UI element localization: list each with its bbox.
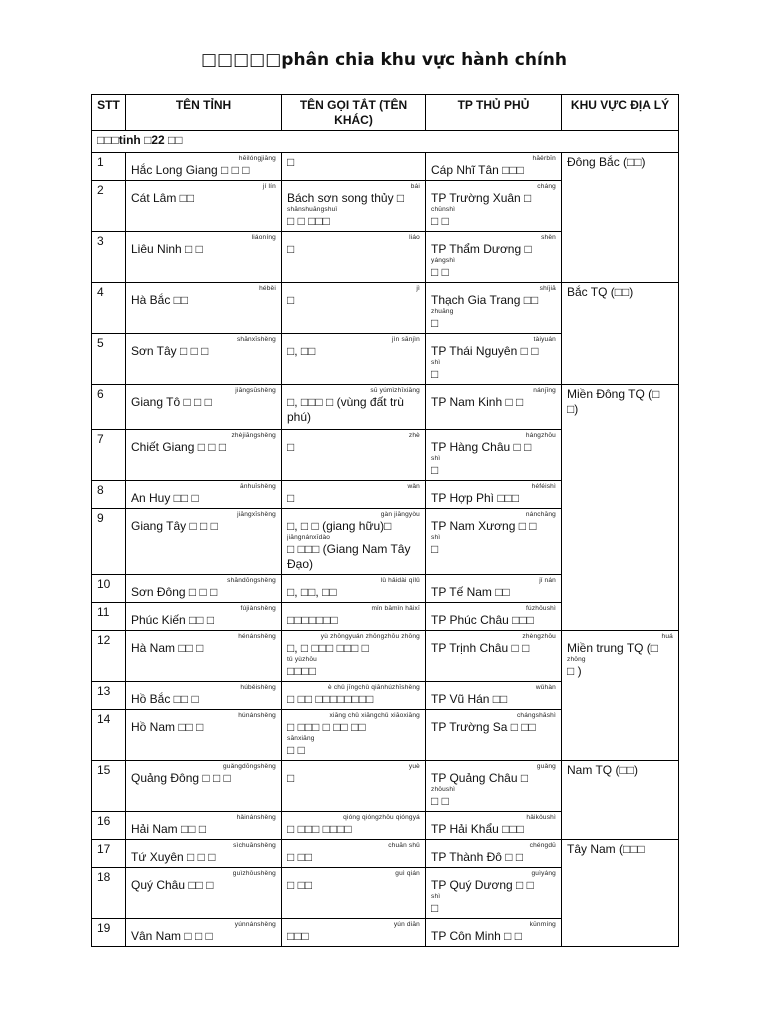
short-name-cell: [282, 603, 426, 631]
capital-city-pinyin-2: zhuāng: [431, 308, 454, 315]
row-number: 18: [92, 868, 126, 919]
region-pinyin-2: zhōng: [567, 656, 586, 663]
short-name-pinyin: mǐn bāmǐn hǎixī: [371, 605, 420, 612]
short-name-pinyin-2: sānxiāng: [287, 735, 315, 742]
short-name-cell: [282, 153, 426, 181]
capital-city-cell: [426, 761, 562, 812]
province-name-pinyin: zhèjiāngshěng: [231, 432, 276, 439]
short-name-cell: [282, 509, 426, 575]
province-name-cell: [126, 682, 282, 710]
province-name-cell: [126, 334, 282, 385]
province-name-pinyin: guǎngdōngshěng: [222, 763, 276, 770]
capital-city-cell: [426, 812, 562, 840]
capital-city-text: TP Nam Kinh □ □: [431, 395, 524, 409]
capital-city-cell: [426, 430, 562, 481]
capital-city-cell: [426, 283, 562, 334]
capital-city-pinyin: shěn: [541, 234, 556, 241]
capital-city-pinyin: chéngdū: [529, 842, 556, 849]
header-region: KHU VỰC ĐỊA LÝ: [562, 95, 679, 131]
capital-city-text: TP Hải Khẩu □□□: [431, 822, 524, 836]
capital-city-text-2: □: [431, 463, 439, 477]
province-name-cell: [126, 575, 282, 603]
region-text: Đông Bắc (□□): [567, 155, 646, 169]
row-number: 13: [92, 682, 126, 710]
capital-city-cell: [426, 682, 562, 710]
row-number: 8: [92, 481, 126, 509]
capital-city-cell: [426, 919, 562, 947]
region-cell: [562, 283, 679, 385]
province-name-pinyin: húběishěng: [240, 684, 276, 691]
short-name-cell: [282, 761, 426, 812]
capital-city-pinyin: chángshāshì: [516, 712, 556, 719]
header-stt: STT: [92, 95, 126, 131]
province-name-pinyin: guìzhōushěng: [232, 870, 276, 877]
province-table: [91, 94, 679, 947]
capital-city-pinyin: guìyáng: [531, 870, 556, 877]
capital-city-text: TP Quảng Châu □: [431, 771, 529, 785]
province-name-cell: [126, 840, 282, 868]
short-name-pinyin: lǔ hǎidài qílǔ: [380, 577, 420, 584]
short-name-cell: [282, 868, 426, 919]
short-name-text: □ □□□ □ □□ □□: [287, 720, 366, 734]
short-name-pinyin: bái: [410, 183, 420, 190]
short-name-cell: [282, 682, 426, 710]
row-number: 7: [92, 430, 126, 481]
province-name-text: Chiết Giang □ □ □: [131, 440, 227, 454]
row-number: 4: [92, 283, 126, 334]
row-number: 17: [92, 840, 126, 868]
region-text: Nam TQ (□□): [567, 763, 638, 777]
short-name-text: □, □□, □□: [287, 585, 337, 599]
short-name-pinyin: chuān shǔ: [388, 842, 420, 849]
capital-city-text: TP Thái Nguyên □ □: [431, 344, 539, 358]
province-name-cell: [126, 181, 282, 232]
capital-city-pinyin: guǎng: [536, 763, 556, 770]
short-name-text: □: [287, 771, 295, 785]
short-name-cell: [282, 334, 426, 385]
capital-city-pinyin: cháng: [537, 183, 556, 190]
page-title: □□□□□phân chia khu vực hành chính: [201, 50, 567, 70]
row-number: 1: [92, 153, 126, 181]
capital-city-cell: [426, 840, 562, 868]
province-name-text: Hà Nam □□ □: [131, 641, 204, 655]
short-name-text: □, □□□ □ (vùng đất trù phú): [287, 395, 404, 424]
region-pinyin: huá: [661, 633, 673, 640]
province-name-pinyin: liáoníng: [251, 234, 276, 241]
capital-city-pinyin-2: zhōushì: [431, 786, 456, 793]
province-name-cell: [126, 153, 282, 181]
province-name-text: Liêu Ninh □ □: [131, 242, 203, 256]
capital-city-pinyin: zhèngzhōu: [522, 633, 556, 640]
province-name-pinyin: sìchuānshěng: [233, 842, 276, 849]
short-name-text: □ □□□ □□□□: [287, 822, 352, 836]
capital-city-pinyin-2: shì: [431, 893, 441, 900]
capital-city-pinyin: kūnmíng: [529, 921, 556, 928]
table-row: [92, 761, 679, 812]
short-name-cell: [282, 710, 426, 761]
capital-city-cell: [426, 481, 562, 509]
short-name-pinyin: jìn sānjìn: [391, 336, 420, 343]
capital-city-text: Thạch Gia Trang □□: [431, 293, 539, 307]
province-name-cell: [126, 481, 282, 509]
row-number: 15: [92, 761, 126, 812]
short-name-cell: [282, 181, 426, 232]
short-name-text: □□□: [287, 929, 309, 943]
row-number: 5: [92, 334, 126, 385]
capital-city-cell: [426, 153, 562, 181]
province-name-cell: [126, 283, 282, 334]
province-name-text: Phúc Kiến □□ □: [131, 613, 215, 627]
short-name-text: □: [287, 440, 295, 454]
short-name-pinyin: liáo: [409, 234, 420, 241]
group-row: [92, 131, 679, 153]
short-name-pinyin: gàn jiāngyòu: [380, 511, 420, 518]
capital-city-cell: [426, 603, 562, 631]
capital-city-pinyin-2: chūnshì: [431, 206, 456, 213]
short-name-pinyin-2: tǔ yùzhōu: [287, 656, 317, 663]
province-name-text: Giang Tây □ □ □: [131, 519, 218, 533]
row-number: 6: [92, 385, 126, 430]
capital-city-cell: [426, 710, 562, 761]
row-number: 3: [92, 232, 126, 283]
province-name-cell: [126, 631, 282, 682]
capital-city-cell: [426, 181, 562, 232]
capital-city-pinyin: héféishì: [531, 483, 556, 490]
capital-city-text: TP Côn Minh □ □: [431, 929, 522, 943]
table-row: [92, 840, 679, 868]
capital-city-text: TP Nam Xương □ □: [431, 519, 537, 533]
province-name-text: Tứ Xuyên □ □ □: [131, 850, 216, 864]
capital-city-pinyin-2: shì: [431, 534, 441, 541]
province-name-pinyin: hēilóngjiāng: [238, 155, 276, 162]
capital-city-text-2: □: [431, 316, 439, 330]
capital-city-pinyin: hǎikǒushì: [526, 814, 556, 821]
row-number: 19: [92, 919, 126, 947]
short-name-text: □: [287, 155, 295, 169]
capital-city-text: TP Thẩm Dương □: [431, 242, 532, 256]
province-name-text: Vân Nam □ □ □: [131, 929, 213, 943]
group-label: □□□tinh □22 □□: [92, 131, 679, 153]
short-name-pinyin: xiāng chǔ xiāngchǔ xiāoxiāng: [329, 712, 420, 719]
short-name-pinyin: yún diān: [393, 921, 420, 928]
capital-city-pinyin: nánjīng: [533, 387, 556, 394]
province-name-text: Quảng Đông □ □ □: [131, 771, 231, 785]
province-name-text: Sơn Tây □ □ □: [131, 344, 209, 358]
province-name-pinyin: yúnnánshěng: [234, 921, 276, 928]
row-number: 2: [92, 181, 126, 232]
capital-city-text-2: □: [431, 901, 439, 915]
short-name-pinyin: è chǔ jīngchǔ qiānhúzhīshěng: [328, 684, 420, 691]
short-name-text: □: [287, 242, 295, 256]
capital-city-text: TP Tế Nam □□: [431, 585, 510, 599]
header-province: TÊN TỈNH: [126, 95, 282, 131]
region-text: Bắc TQ (□□): [567, 285, 634, 299]
capital-city-cell: [426, 385, 562, 430]
short-name-text-2: □ □□□ (Giang Nam Tây Đạo): [287, 542, 411, 571]
short-name-cell: [282, 631, 426, 682]
capital-city-pinyin: hāěrbīn: [532, 155, 556, 162]
capital-city-text: TP Trường Xuân □: [431, 191, 532, 205]
short-name-text: □, □ □ (giang hữu)□: [287, 519, 392, 533]
capital-city-pinyin: wǔhàn: [535, 684, 556, 691]
capital-city-text-2: □ □: [431, 794, 449, 808]
capital-city-text: TP Quý Dương □ □: [431, 878, 534, 892]
short-name-text-2: □ □ □□□: [287, 214, 330, 228]
short-name-text: □, □□: [287, 344, 316, 358]
province-name-pinyin: jiāngxīshěng: [237, 511, 276, 518]
province-name-text: Quý Châu □□ □: [131, 878, 214, 892]
capital-city-pinyin: fúzhōushì: [526, 605, 556, 612]
province-name-text: Hồ Bắc □□ □: [131, 692, 199, 706]
capital-city-text: TP Trường Sa □ □□: [431, 720, 536, 734]
capital-city-pinyin-2: shì: [431, 359, 441, 366]
short-name-cell: [282, 232, 426, 283]
short-name-pinyin-2: jiāngnánxīdào: [287, 534, 331, 541]
province-name-pinyin: ānhuīshěng: [240, 483, 276, 490]
capital-city-text-2: □: [431, 542, 439, 556]
province-name-text: An Huy □□ □: [131, 491, 199, 505]
short-name-text: Bách sơn song thủy □: [287, 191, 405, 205]
province-name-text: Hải Nam □□ □: [131, 822, 207, 836]
province-name-cell: [126, 868, 282, 919]
capital-city-pinyin-2: shì: [431, 455, 441, 462]
capital-city-text: TP Hàng Châu □ □: [431, 440, 532, 454]
row-number: 10: [92, 575, 126, 603]
short-name-cell: [282, 840, 426, 868]
short-name-text: □, □ □□□ □□□ □: [287, 641, 369, 655]
region-text: Tây Nam (□□□: [567, 842, 645, 856]
province-name-pinyin: héběi: [259, 285, 276, 292]
region-text: Miền trung TQ (□: [567, 641, 659, 655]
province-name-cell: [126, 232, 282, 283]
region-text: Miền Đông TQ (□ □): [567, 387, 660, 416]
province-name-text: Giang Tô □ □ □: [131, 395, 212, 409]
province-name-cell: [126, 761, 282, 812]
province-name-cell: [126, 919, 282, 947]
short-name-pinyin: yù zhōngyuán zhōngzhōu zhōng: [320, 633, 420, 640]
province-name-text: Hồ Nam □□ □: [131, 720, 204, 734]
province-name-text: Hắc Long Giang □ □ □: [131, 163, 250, 177]
short-name-cell: [282, 812, 426, 840]
province-name-cell: [126, 509, 282, 575]
capital-city-cell: [426, 509, 562, 575]
region-cell: [562, 761, 679, 840]
short-name-pinyin: guì qián: [395, 870, 420, 877]
short-name-cell: [282, 919, 426, 947]
province-name-text: Sơn Đông □ □ □: [131, 585, 218, 599]
short-name-text-2: □ □: [287, 743, 305, 757]
short-name-pinyin: jì: [416, 285, 420, 292]
short-name-text: □: [287, 491, 295, 505]
short-name-text: □: [287, 293, 295, 307]
capital-city-cell: [426, 334, 562, 385]
short-name-pinyin: qióng qióngzhōu qióngyá: [343, 814, 420, 821]
table-row: [92, 283, 679, 334]
capital-city-cell: [426, 575, 562, 603]
province-name-cell: [126, 812, 282, 840]
capital-city-text: Cáp Nhĩ Tân □□□: [431, 163, 524, 177]
capital-city-pinyin: hángzhōu: [525, 432, 556, 439]
capital-city-text: TP Vũ Hán □□: [431, 692, 508, 706]
header-capital: TP THỦ PHỦ: [426, 95, 562, 131]
province-name-pinyin: hénánshěng: [238, 633, 276, 640]
capital-city-text: TP Thành Đô □ □: [431, 850, 524, 864]
province-name-pinyin: jiāngsūshěng: [235, 387, 276, 394]
province-name-pinyin: hǎinánshěng: [236, 814, 276, 821]
short-name-pinyin: sū yúmǐzhīxiāng: [370, 387, 420, 394]
capital-city-text: TP Phúc Châu □□□: [431, 613, 534, 627]
capital-city-text: TP Trịnh Châu □ □: [431, 641, 530, 655]
table-row: [92, 631, 679, 682]
province-name-pinyin: húnánshěng: [238, 712, 276, 719]
short-name-cell: [282, 481, 426, 509]
capital-city-pinyin: tàiyuán: [533, 336, 556, 343]
table-row: [92, 153, 679, 181]
row-number: 9: [92, 509, 126, 575]
short-name-text-2: □□□□: [287, 664, 316, 678]
region-cell: [562, 153, 679, 283]
capital-city-cell: [426, 232, 562, 283]
capital-city-text-2: □ □: [431, 265, 449, 279]
capital-city-text-2: □: [431, 367, 439, 381]
region-text-2: □ ): [567, 664, 582, 678]
capital-city-text-2: □ □: [431, 214, 449, 228]
capital-city-text: TP Hợp Phì □□□: [431, 491, 520, 505]
capital-city-pinyin: jǐ nán: [539, 577, 556, 584]
province-name-text: Cát Lâm □□: [131, 191, 195, 205]
province-name-cell: [126, 430, 282, 481]
capital-city-cell: [426, 631, 562, 682]
row-number: 14: [92, 710, 126, 761]
province-name-pinyin: shānxīshěng: [236, 336, 276, 343]
province-name-cell: [126, 710, 282, 761]
short-name-cell: [282, 575, 426, 603]
short-name-text: □□□□□□□: [287, 613, 338, 627]
short-name-cell: [282, 283, 426, 334]
short-name-pinyin: wǎn: [407, 483, 420, 490]
row-number: 16: [92, 812, 126, 840]
short-name-cell: [282, 385, 426, 430]
province-name-cell: [126, 603, 282, 631]
capital-city-pinyin: shíjiā: [539, 285, 556, 292]
capital-city-pinyin-2: yángshì: [431, 257, 456, 264]
row-number: 12: [92, 631, 126, 682]
short-name-pinyin-2: shānshuāngshuǐ: [287, 206, 338, 213]
region-cell: [562, 840, 679, 947]
province-name-cell: [126, 385, 282, 430]
region-cell: [562, 385, 679, 631]
table-row: [92, 385, 679, 430]
short-name-pinyin: yuè: [408, 763, 420, 770]
short-name-text: □ □□: [287, 850, 313, 864]
header-short-name: TÊN GỌI TẮT (TÊN KHÁC): [282, 95, 426, 131]
capital-city-pinyin: nánchāng: [525, 511, 556, 518]
header-row: [92, 95, 679, 131]
short-name-text: □ □□: [287, 878, 313, 892]
region-cell: [562, 631, 679, 761]
short-name-pinyin: zhè: [408, 432, 420, 439]
province-name-text: Hà Bắc □□: [131, 293, 189, 307]
capital-city-cell: [426, 868, 562, 919]
province-name-pinyin: shāndōngshěng: [227, 577, 276, 584]
row-number: 11: [92, 603, 126, 631]
short-name-text: □ □□ □□□□□□□□: [287, 692, 374, 706]
short-name-cell: [282, 430, 426, 481]
province-name-pinyin: jí lín: [262, 183, 276, 190]
province-name-pinyin: fújiànshěng: [240, 605, 276, 612]
